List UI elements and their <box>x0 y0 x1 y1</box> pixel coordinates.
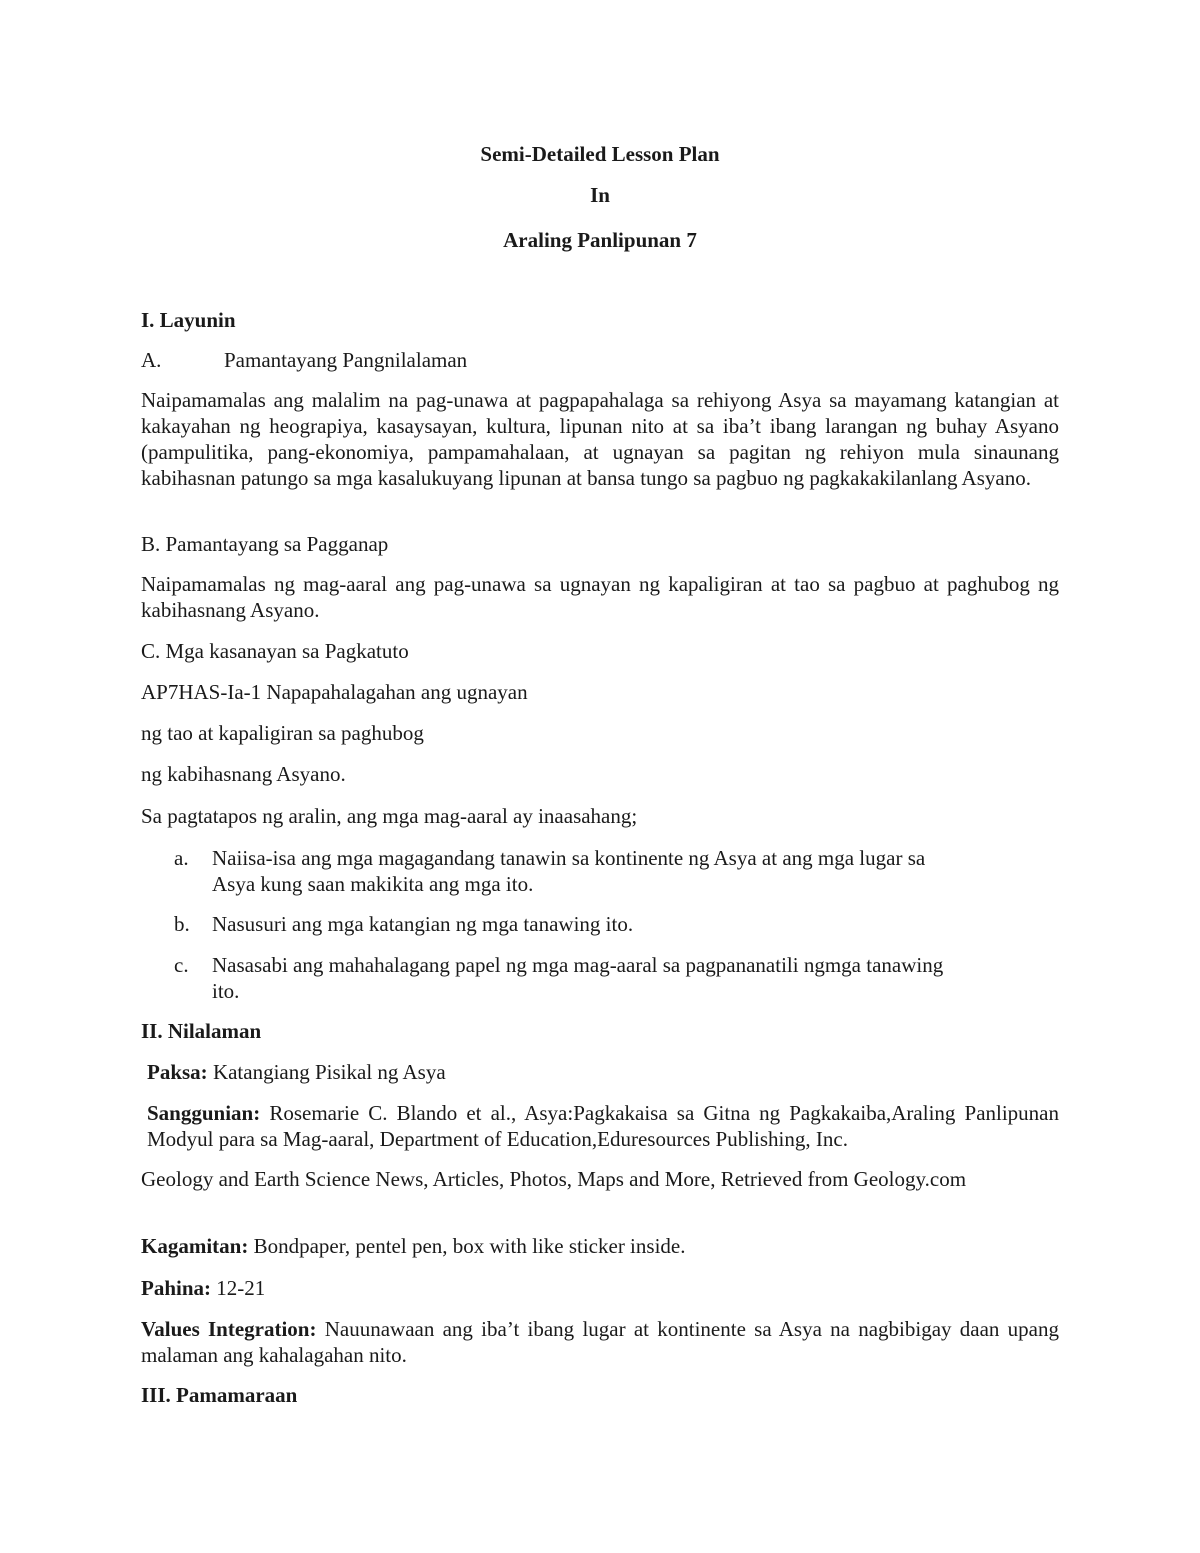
kagamitan-value: Bondpaper, pentel pen, box with like sticker inside. <box>248 1234 686 1258</box>
objective-marker: b. <box>174 912 190 936</box>
document-title-in: In <box>590 183 610 207</box>
objective-marker: c. <box>174 953 189 977</box>
sanggunian-label: Sanggunian: <box>147 1101 261 1125</box>
document-subject: Araling Panlipunan 7 <box>503 228 697 252</box>
values-label: Values Integration: <box>141 1317 317 1341</box>
document-title: Semi-Detailed Lesson Plan <box>480 142 720 166</box>
paksa-label: Paksa: <box>147 1060 208 1084</box>
section-heading-nilalaman: II. Nilalaman <box>141 1019 262 1043</box>
pamantayang-pagganap-text: Naipamamalas ng mag-aaral ang pag-unawa sa ugnayan ng kapaligiran at tao sa pagbuo at paghubog ng kabihasnang Asyano. <box>141 572 1059 622</box>
item-c-label: C. Mga kasanayan sa Pagkatuto <box>141 639 409 663</box>
pahina-line <box>141 1275 265 1301</box>
objective-line: ito. <box>212 979 240 1003</box>
values-integration-line <box>141 1316 1059 1368</box>
objective-marker: a. <box>174 846 189 870</box>
values-value: Nauunawaan ang iba’t ibang lugar at kontinente sa Asya na nagbibigay daan upang malaman ang kahalagahan nito. <box>141 1317 1059 1367</box>
pahina-label: Pahina: <box>141 1276 212 1300</box>
paksa-value: Katangiang Pisikal ng Asya <box>207 1060 446 1084</box>
paksa-line <box>147 1059 446 1085</box>
objective-line: Asya kung saan makikita ang mga ito. <box>212 872 534 896</box>
section-heading-layunin: I. Layunin <box>141 308 236 332</box>
competency-line-3: ng kabihasnang Asyano. <box>141 762 346 786</box>
objective-line: Naiisa-isa ang mga magagandang tanawin sa kontinente ng Asya at ang mga lugar sa <box>212 846 926 870</box>
item-a-marker: A. <box>141 348 162 372</box>
pahina-value: 12-21 <box>211 1276 266 1300</box>
competency-line-2: ng tao at kapaligiran sa paghubog <box>141 721 424 745</box>
objective-line: Nasasabi ang mahahalagang papel ng mga mag-aaral sa pagpananatili ngmga tanawing <box>212 953 944 977</box>
kagamitan-label: Kagamitan: <box>141 1234 249 1258</box>
sanggunian-value: Rosemarie C. Blando et al., Asya:Pagkakaisa sa Gitna ng Pagkakaiba,Araling Panlipunan Modyul para sa Mag-aaral, Department of Education,Eduresources Publishing, Inc. <box>147 1101 1059 1151</box>
kagamitan-line <box>141 1233 685 1259</box>
competency-line-1: AP7HAS-Ia-1 Napapahalagahan ang ugnayan <box>141 680 528 704</box>
item-a-label: Pamantayang Pangnilalaman <box>224 348 468 372</box>
geology-reference: Geology and Earth Science News, Articles, Photos, Maps and More, Retrieved from Geology.com <box>141 1167 967 1191</box>
section-heading-pamamaraan: III. Pamamaraan <box>141 1383 298 1407</box>
pamantayang-pangnilalaman-text: Naipamamalas ang malalim na pag-unawa at pagpapahalaga sa rehiyong Asya sa mayamang katangian at kakayahan ng heograpiya, kasaysayan, kultura, lipunan nito at sa iba’t ibang larangan ng buhay Asyano (pampulitika, pang-ekonomiya, pampamahalaan, at ugnayan sa pagitan ng rehiyon mula sinaunang kabihasnan patungo sa mga kasalukuyang lipunan at bansa tungo sa pagbuo ng pagkakakilanlang Asyano. <box>141 388 1059 490</box>
objectives-intro: Sa pagtatapos ng aralin, ang mga mag-aaral ay inaasahang; <box>141 804 638 828</box>
item-b-label: B. Pamantayang sa Pagganap <box>141 532 389 556</box>
objective-line: Nasusuri ang mga katangian ng mga tanawing ito. <box>212 912 634 936</box>
sanggunian-line <box>147 1100 1059 1152</box>
